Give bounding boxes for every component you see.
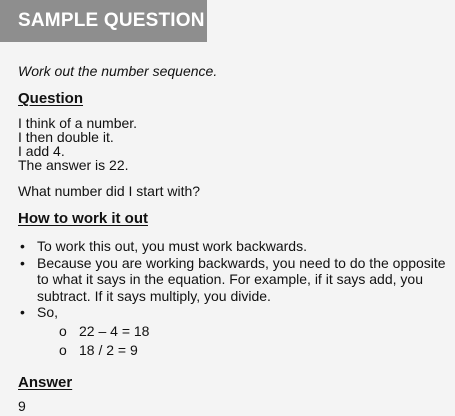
intro-instruction: Work out the number sequence.: [18, 63, 218, 79]
question-prompt: What number did I start with?: [18, 183, 201, 199]
list-item: [18, 238, 446, 255]
method-bullet-list: [18, 238, 446, 362]
list-item: [59, 323, 446, 340]
question-line: The answer is 22.: [18, 157, 129, 173]
how-to-heading: How to work it out: [18, 210, 148, 227]
bullet-text: So,: [37, 304, 59, 320]
bullet-text: To work this out, you must work backwards.: [37, 238, 307, 254]
list-item: [59, 342, 446, 359]
bullet-icon: •: [20, 304, 25, 320]
circle-bullet-icon: o: [59, 342, 67, 358]
question-line: I think of a number.: [18, 115, 138, 131]
step-text: 22 – 4 = 18: [79, 322, 150, 339]
step-text: 18 / 2 = 9: [79, 342, 138, 358]
banner-title: SAMPLE QUESTION: [18, 10, 205, 31]
question-line: I add 4.: [18, 143, 65, 159]
step-list: [37, 323, 446, 359]
bullet-icon: •: [20, 254, 25, 271]
list-item: [18, 304, 446, 359]
bullet-icon: •: [20, 238, 25, 254]
section-banner: [0, 0, 207, 42]
answer-value: 9: [18, 398, 26, 414]
answer-heading: Answer: [18, 374, 73, 391]
list-item: [18, 255, 446, 305]
question-line: I then double it.: [18, 129, 114, 145]
bullet-text: Because you are working backwards, you need to do the opposite to what it says in the equation. For example, if it says add, you subtract. If it says multiply, you divide.: [37, 254, 446, 304]
question-heading: Question: [18, 90, 84, 107]
circle-bullet-icon: o: [59, 322, 67, 339]
